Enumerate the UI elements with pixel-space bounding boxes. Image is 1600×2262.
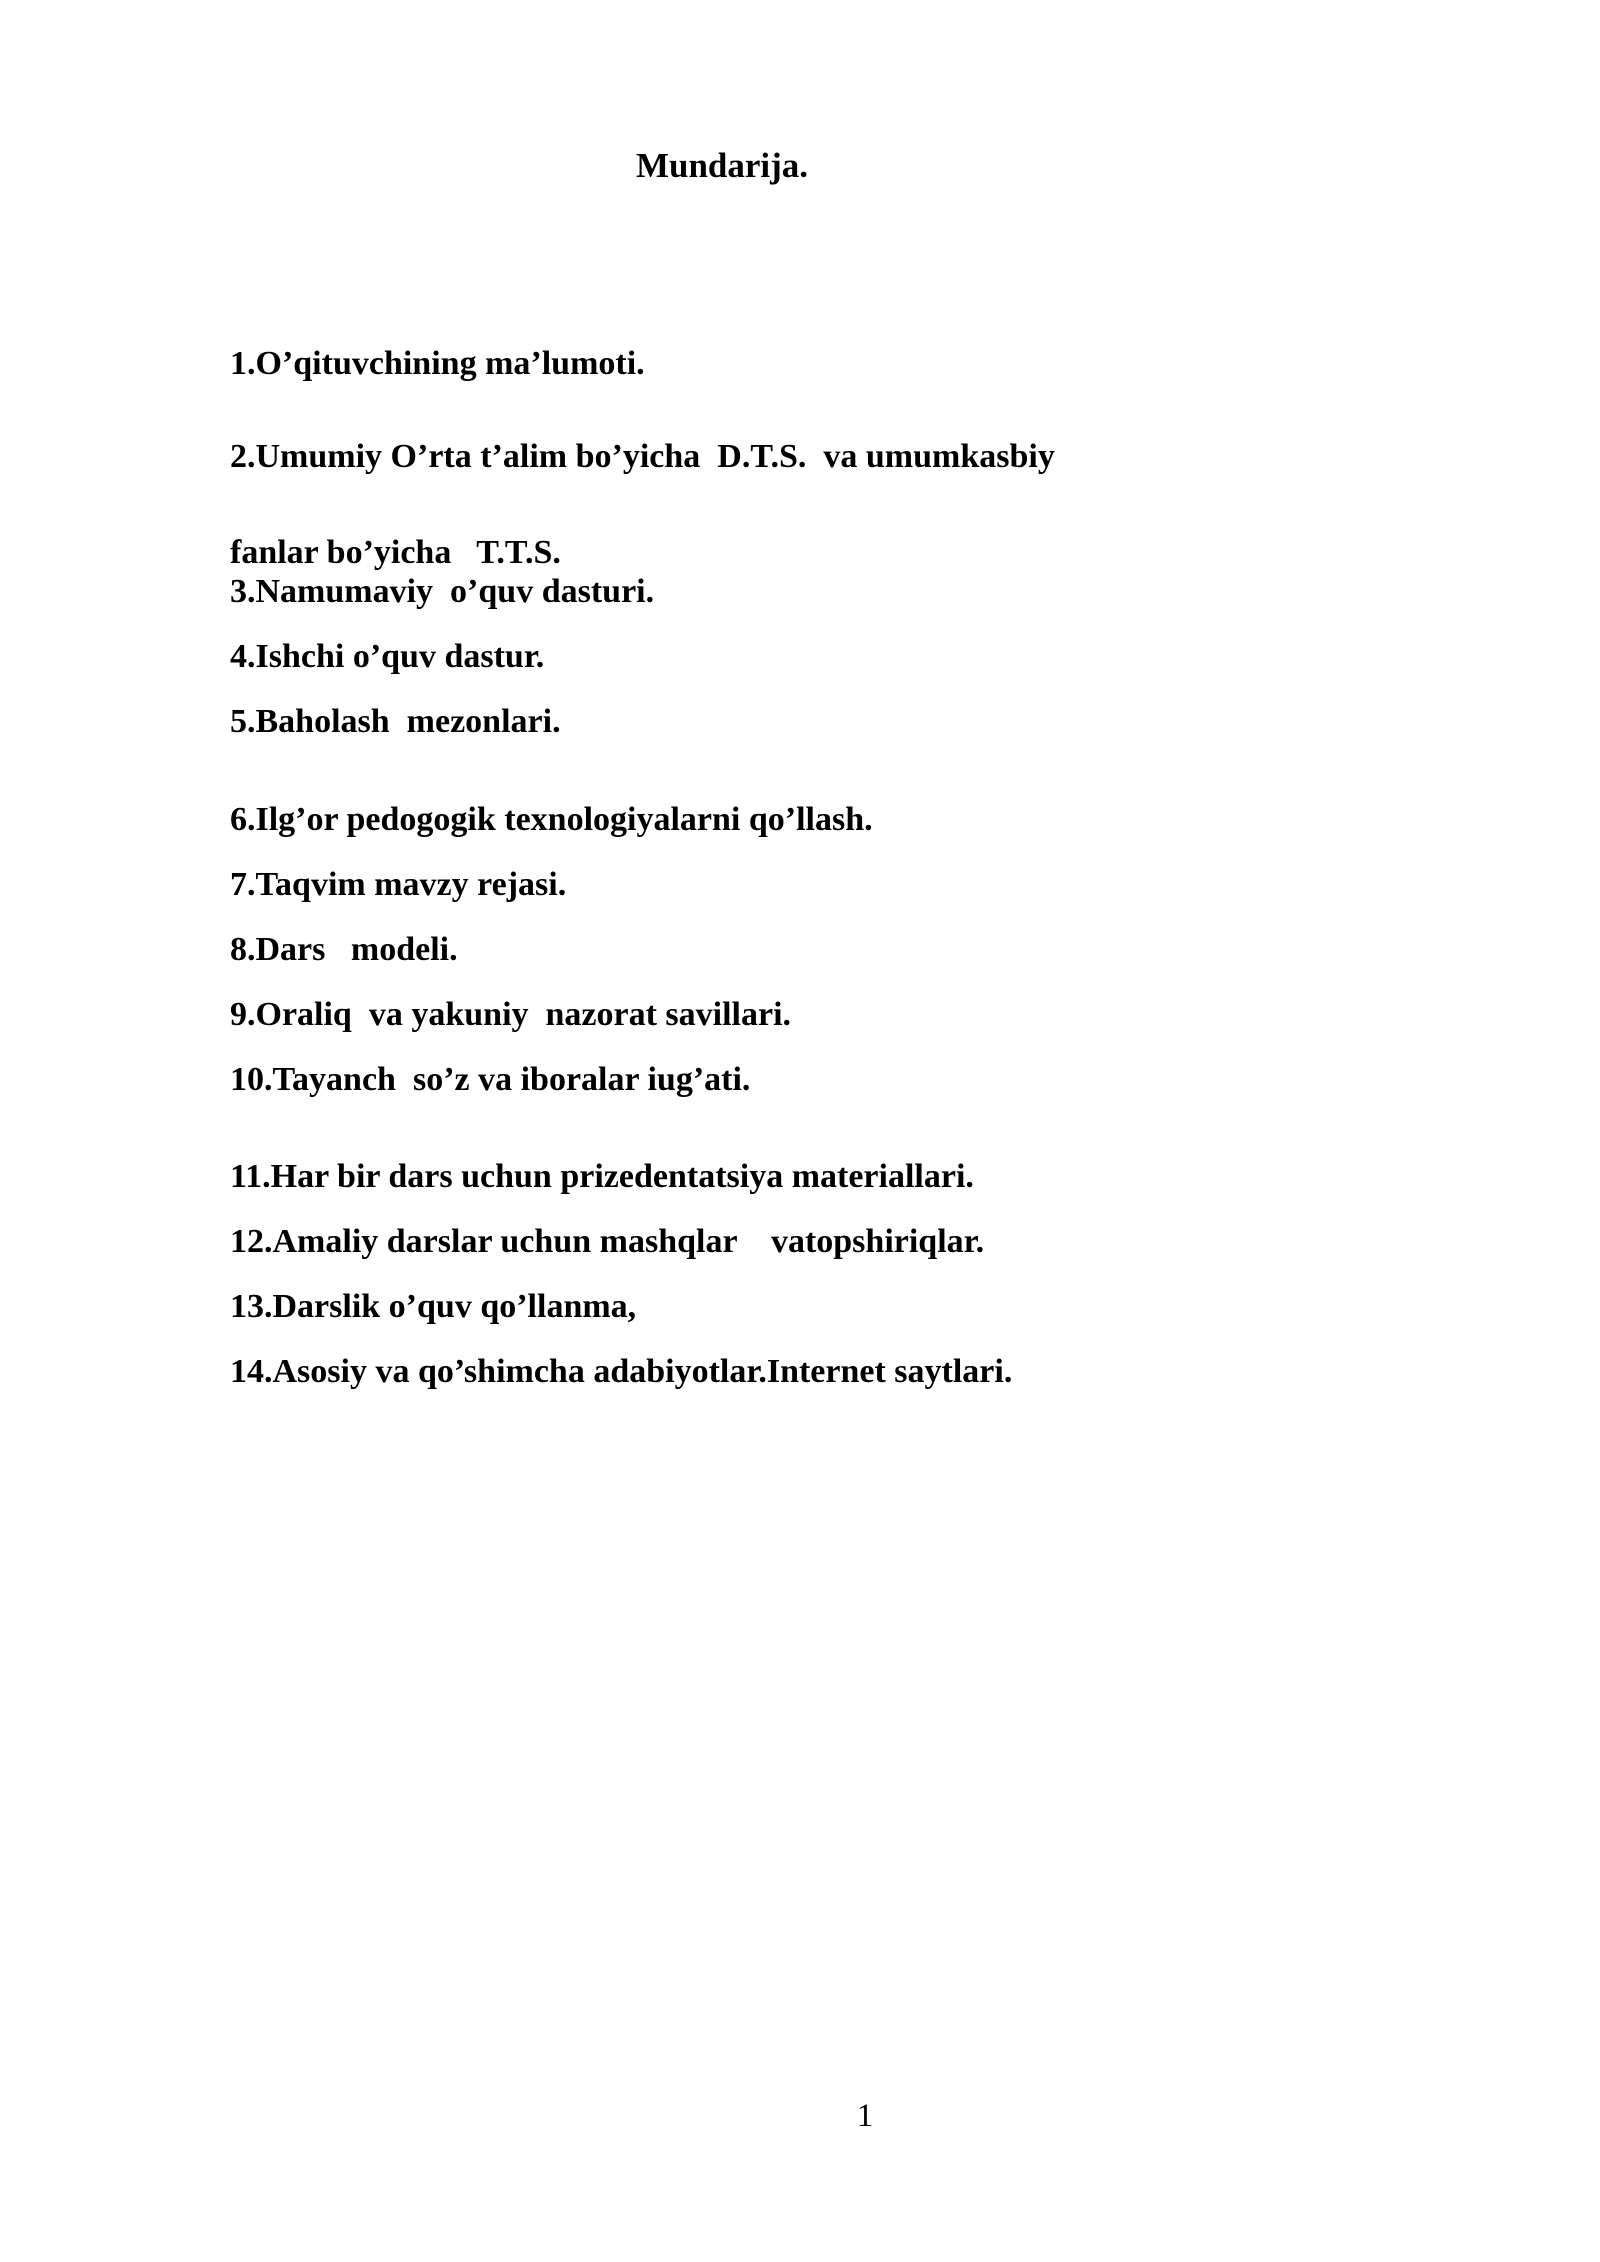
toc-item-text: 4.Ishchi o’quv dastur. — [230, 638, 545, 675]
toc-item-text: 9.Oraliq va yakuniy nazorat savillari. — [230, 996, 792, 1033]
toc-item-text-continued: fanlar bo’yicha T.T.S. — [230, 534, 561, 571]
toc-item-text: 6.Ilg’or pedogogik texnologiyalarni qo’llash. — [230, 801, 873, 838]
toc-item-text: 7.Taqvim mavzy rejasi. — [230, 866, 567, 903]
toc-item-text: 3.Namumaviy o’quv dasturi. — [230, 573, 655, 610]
page-number: 1 — [856, 2098, 874, 2134]
toc-item-14 — [230, 1287, 1012, 1457]
toc-item-text: 12.Amaliy darslar uchun mashqlar vatopshiriqlar. — [230, 1223, 985, 1260]
toc-item-text: 10.Tayanch so’z va iboralar iug’ati. — [230, 1061, 751, 1098]
toc-item-text: 13.Darslik o’quv qo’llanma, — [230, 1288, 637, 1325]
toc-item-text: 14.Asosiy va qo’shimcha adabiyotlar.Internet saytlari. — [230, 1353, 1013, 1390]
toc-title: Mundarija. — [635, 146, 809, 185]
toc-item-text: 5.Baholash mezonlari. — [230, 703, 561, 740]
toc-item-text: 1.O’qituvchining ma’lumoti. — [230, 345, 645, 382]
toc-item-text: 11.Har bir dars uchun prizedentatsiya materiallari. — [230, 1158, 974, 1195]
toc-item-text: 2.Umumiy O’rta t’alim bo’yicha D.T.S. va umumkasbiy — [230, 438, 1055, 475]
toc-item-text: 8.Dars modeli. — [230, 931, 458, 968]
